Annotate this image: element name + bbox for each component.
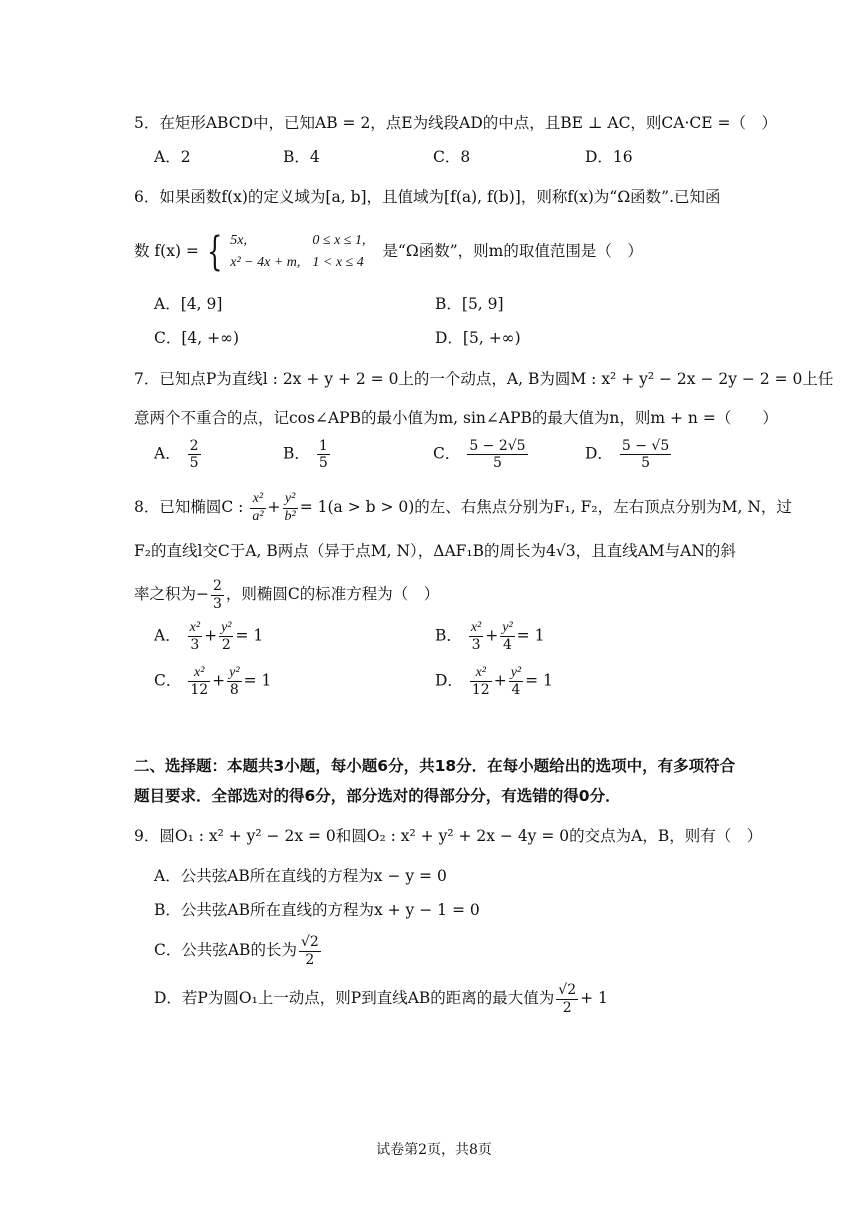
q8-option-c-label: C． (154, 671, 182, 690)
fraction-denominator: a² (252, 508, 264, 524)
fraction-denominator: 4 (503, 637, 512, 654)
fraction-denominator: 12 (471, 682, 490, 699)
fraction-numerator: 5 − 2√5 (469, 438, 526, 454)
q6-option-d: D．[5, +∞) (435, 329, 521, 347)
q6-option-c: C．[4, +∞) (154, 329, 240, 347)
q8-frac-x (250, 491, 265, 524)
fraction-numerator: y² (227, 665, 241, 682)
q6-case2-expr: x² − 4x + m, (230, 255, 301, 270)
q6-stem-prefix: 数 f(x) = (134, 242, 199, 260)
q8-stem-line2: F₂的直线l交C于A, B两点（异于点M, N），ΔAF₁B的周长为4√3，且直线AM与AN的斜 (134, 542, 736, 560)
q5-stem: 5．在矩形ABCD中，已知AB = 2，点E为线段AD的中点，且BE ⊥ AC，则CA·CE =（ ） (134, 114, 778, 132)
fraction-denominator: 4 (511, 682, 521, 699)
q6-cases (230, 230, 377, 274)
q7-option-a-fraction (188, 438, 201, 471)
fraction-numerator: √2 (558, 982, 577, 999)
q7-option-b (283, 438, 332, 471)
q6-option-b: B．[5, 9] (435, 295, 504, 313)
q8-option-b: B． $\frac{\text{x²}}{3}$ + $\frac{\text{y²}}{4}$ = 1 (435, 620, 545, 654)
q8-frac-y (283, 491, 298, 524)
q7-option-c (433, 438, 530, 471)
brace-symbol: { (206, 229, 223, 275)
q6-piecewise (134, 226, 643, 276)
fraction-numerator: 2 (189, 438, 199, 454)
q9-option-d-text: D．若P为圆O₁上一动点，则P到直线AB的距离的最大值为 (154, 989, 555, 1007)
q8-option-d-label: D． (435, 671, 463, 690)
q8-stem-line3b: ，则椭圆C的标准方程为（ ） (225, 585, 440, 603)
fraction-denominator: 3 (190, 637, 200, 654)
q5-option-b: B．4 (283, 148, 320, 166)
plus-sign: + (267, 498, 281, 516)
fraction-numerator: x² (188, 620, 202, 637)
q9-stem: 9．圆O₁ : x² + y² − 2x = 0和圆O₂ : x² + y² + 2x − 4y = 0的交点为A，B，则有（ ） (134, 827, 763, 845)
fraction-denominator: 5 (318, 455, 328, 472)
fraction-denominator: 2 (221, 637, 231, 654)
q7-option-c-label: C． (433, 444, 461, 463)
q8-stem-line3 (134, 574, 439, 614)
q8-option-b-label: B． (435, 626, 462, 645)
q9-option-d-fraction (556, 982, 578, 1015)
fraction-denominator: 5 (189, 455, 199, 472)
q7-option-b-fraction (317, 438, 330, 471)
q7-option-a (154, 438, 203, 471)
fraction-numerator: √2 (300, 934, 319, 951)
fraction-numerator: y² (219, 620, 233, 637)
q7-option-d (585, 438, 673, 471)
q8-slope-fraction (211, 578, 224, 611)
q5-option-d: D．16 (585, 148, 633, 166)
q9-option-b: B．公共弦AB所在直线的方程为x + y − 1 = 0 (154, 901, 480, 919)
q7-stem-line2: 意两个不重合的点，记cos∠APB的最小值为m, sin∠APB的最大值为n，则m + n =（ ） (134, 409, 778, 427)
q9-option-d-tail: + 1 (580, 989, 608, 1007)
fraction-numerator: y² (509, 665, 523, 682)
q8-stem-b: = 1(a > b > 0)的左、右焦点分别为F₁, F₂，左右顶点分别为M, N，过 (299, 498, 792, 516)
fraction-denominator: 2 (562, 999, 572, 1016)
q8-option-a-label: A． (154, 626, 181, 645)
q7-stem-line1: 7．已知点P为直线l : 2x + y + 2 = 0上的一个动点，A, B为圆M : x² + y² − 2x − 2y − 2 = 0上任 (134, 370, 834, 388)
fraction-denominator: 3 (213, 595, 222, 612)
page-footer: 试卷第2页，共8页 (376, 1142, 492, 1158)
section2-line1: 二、选择题：本题共3小题，每小题6分，共18分．在每小题给出的选项中，有多项符合 (134, 757, 736, 775)
q6-case1-cond: 0 ≤ x ≤ 1, (312, 233, 366, 248)
fraction-numerator: 2 (213, 578, 222, 595)
q7-option-b-label: B． (283, 444, 310, 463)
section2-line2: 题目要求．全部选对的得6分，部分选对的得部分分，有选错的得0分． (134, 787, 621, 805)
q9-option-a: A．公共弦AB所在直线的方程为x − y = 0 (154, 867, 447, 885)
fraction-numerator: x² (250, 491, 265, 508)
equals-one: = 1 (243, 671, 272, 690)
q7-option-c-fraction (467, 438, 527, 471)
q7-option-d-label: D． (585, 444, 613, 463)
q7-option-a-label: A． (154, 444, 181, 463)
fraction-denominator: b² (284, 508, 296, 524)
q9-option-c-fraction (299, 934, 321, 967)
equals-one: = 1 (525, 671, 553, 690)
q6-option-a: A．[4, 9] (154, 295, 223, 313)
q9-option-c-text: C．公共弦AB的长为 (154, 941, 297, 959)
fraction-numerator: 1 (318, 438, 328, 454)
fraction-numerator: 5 − √5 (621, 438, 670, 454)
q7-option-d-fraction (620, 438, 671, 471)
q6-case2-cond: 1 < x ≤ 4 (312, 255, 364, 270)
q5-option-c: C．8 (433, 148, 471, 166)
fraction-denominator: 8 (229, 682, 239, 699)
q8-stem-line3a: 率之积为− (134, 585, 209, 603)
equals-one: = 1 (516, 626, 545, 645)
equals-one: = 1 (235, 626, 264, 645)
fraction-numerator: x² (470, 665, 492, 682)
q6-case1-expr: 5x, (230, 233, 247, 248)
q6-stem-line1: 6．如果函数f(x)的定义域为[a, b]，且值域为[f(a), f(b)]，则称f(x)为“Ω函数”.已知函 (134, 188, 721, 206)
fraction-numerator: x² (188, 665, 210, 682)
fraction-denominator: 3 (471, 637, 481, 654)
q8-stem-line1 (134, 487, 792, 527)
q9-option-c (154, 930, 323, 970)
fraction-denominator: 2 (305, 951, 315, 968)
q8-option-c: C． $\frac{\text{x²}}{12}$ + $\frac{\text{y²}}{8}$ = 1 (154, 665, 272, 699)
fraction-denominator: 5 (641, 455, 651, 472)
q8-stem-a: 8．已知椭圆C : (134, 498, 244, 516)
fraction-denominator: 12 (190, 682, 209, 699)
q9-option-d (154, 978, 608, 1018)
q5-option-a: A．2 (154, 148, 191, 166)
fraction-numerator: x² (469, 620, 483, 637)
fraction-numerator: y² (500, 620, 514, 637)
fraction-denominator: 5 (492, 455, 502, 472)
q8-option-d: D． $\frac{\text{x²}}{12}$ + $\frac{\text{y²}}{4}$ = 1 (435, 665, 553, 699)
fraction-numerator: y² (283, 491, 298, 508)
q6-stem-suffix: 是“Ω函数”，则m的取值范围是（ ） (382, 242, 643, 260)
q8-option-a: A． $\frac{\text{x²}}{3}$ + $\frac{\text{y²}}{2}$ = 1 (154, 620, 264, 654)
